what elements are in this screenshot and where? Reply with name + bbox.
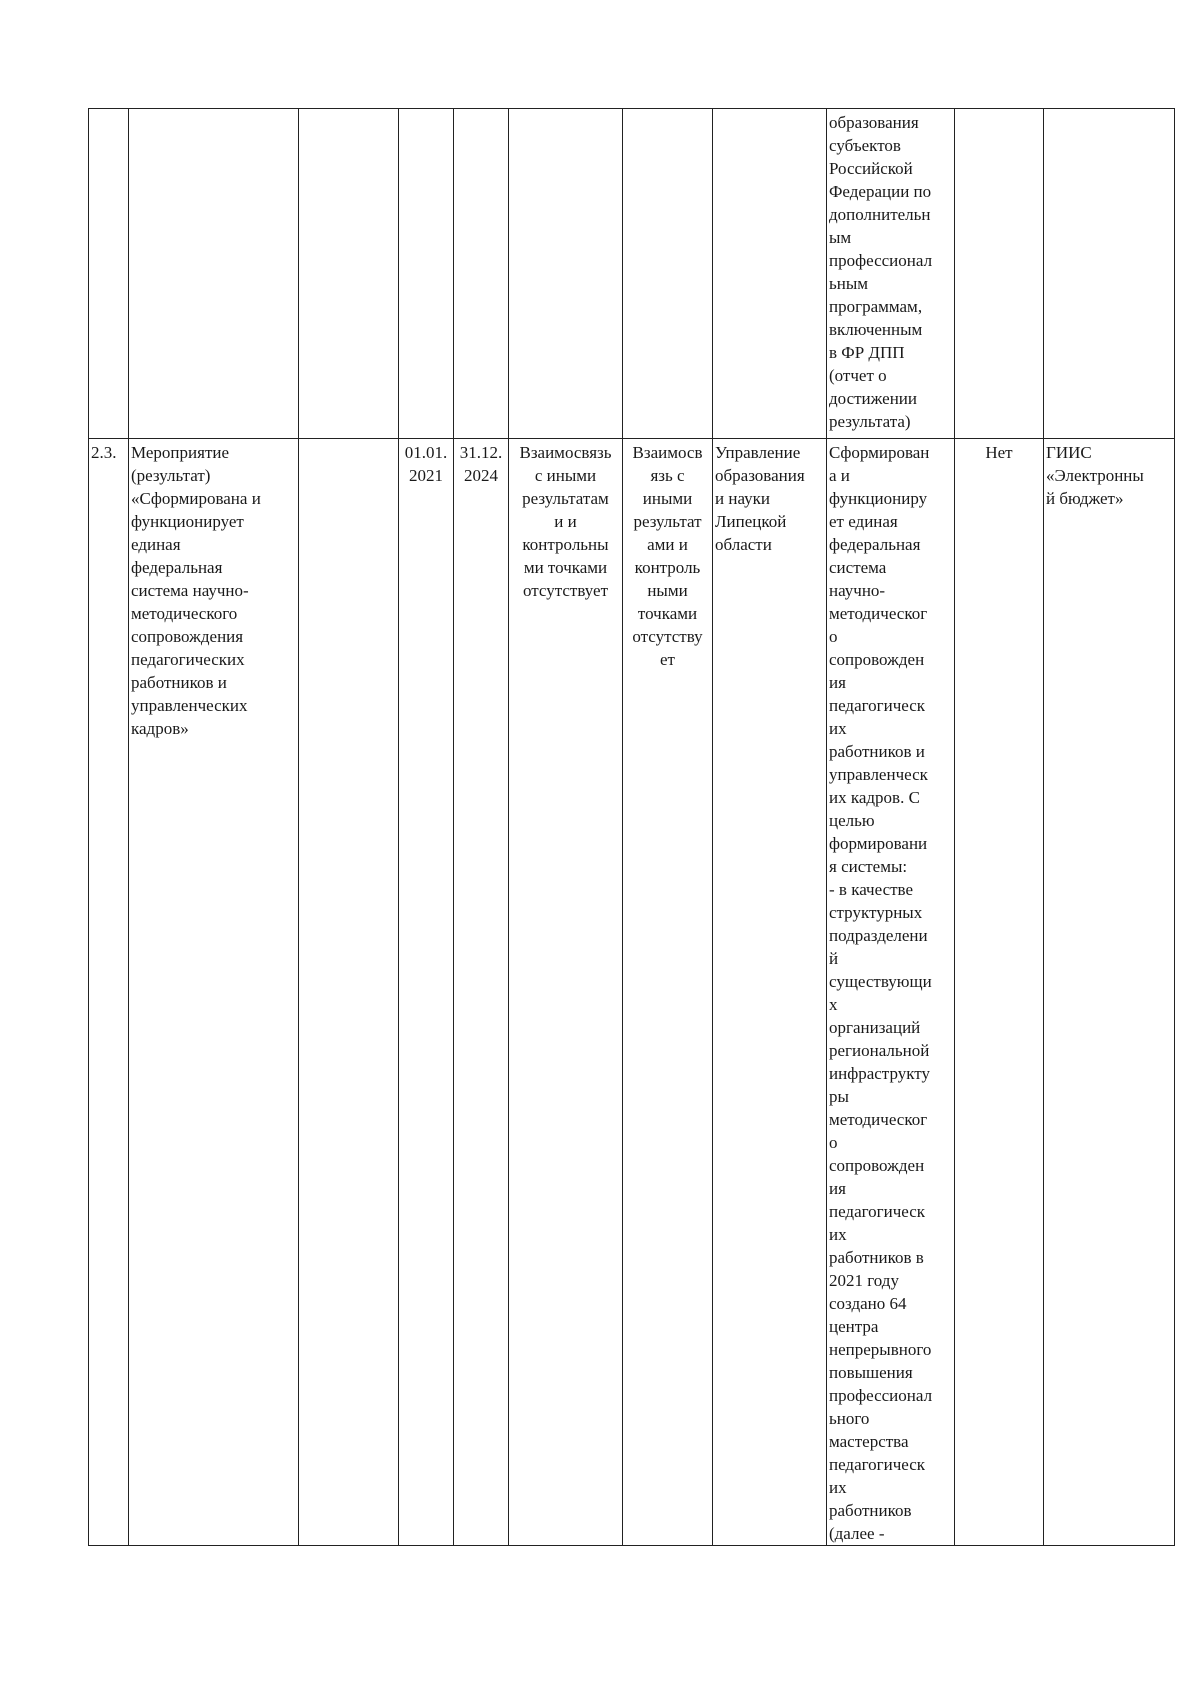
cell-flag: [955, 109, 1044, 439]
result-description: Сформирован а и функциониру ет единая федеральная система научно- методическог о сопровожден ия педагогическ их работников и управленческ их кадров. С целью формировани я системы: - в качестве структурных подразделени й существующи х организаций региональной инфраструкту ры методическог о сопровожден ия педагогическ их работников в 2021 году создано 64 центра непрерывного повышения профессионал ьного мастерства педагогическ их работников (далее -: [827, 439, 955, 1546]
row-number: 2.3.: [89, 439, 129, 1546]
cell-name: [129, 109, 299, 439]
activity-name: Мероприятие (результат) «Сформирована и функционирует единая федеральная система научно- методического сопровождения педагогических работников и управленческих кадров»: [129, 439, 299, 1546]
table-row: [89, 109, 1175, 439]
link-control-points: Взаимосв язь с иными результат ами и контроль ными точками отсутству ет: [623, 439, 713, 1546]
cell-link-control-points: [623, 109, 713, 439]
cell-number: [89, 109, 129, 439]
cell-empty: [299, 109, 399, 439]
cell-end-date: [454, 109, 509, 439]
end-date: 31.12. 2024: [454, 439, 509, 1546]
activities-table: [88, 108, 1175, 1546]
table-row: [89, 439, 1175, 1546]
cell-system: [1044, 109, 1175, 439]
cell-responsible: [713, 109, 827, 439]
cell-empty: [299, 439, 399, 1546]
information-system: ГИИС «Электронны й бюджет»: [1044, 439, 1175, 1546]
cell-result-description: образования субъектов Российской Федерации по дополнительн ым профессионал ьным программам, включенным в ФР ДПП (отчет о достижении результата): [827, 109, 955, 439]
flag: Нет: [955, 439, 1044, 1546]
cell-link-results: [509, 109, 623, 439]
responsible: Управление образования и науки Липецкой области: [713, 439, 827, 1546]
cell-start-date: [399, 109, 454, 439]
link-results: Взаимосвязь с иными результатам и и контрольны ми точками отсутствует: [509, 439, 623, 1546]
start-date: 01.01. 2021: [399, 439, 454, 1546]
